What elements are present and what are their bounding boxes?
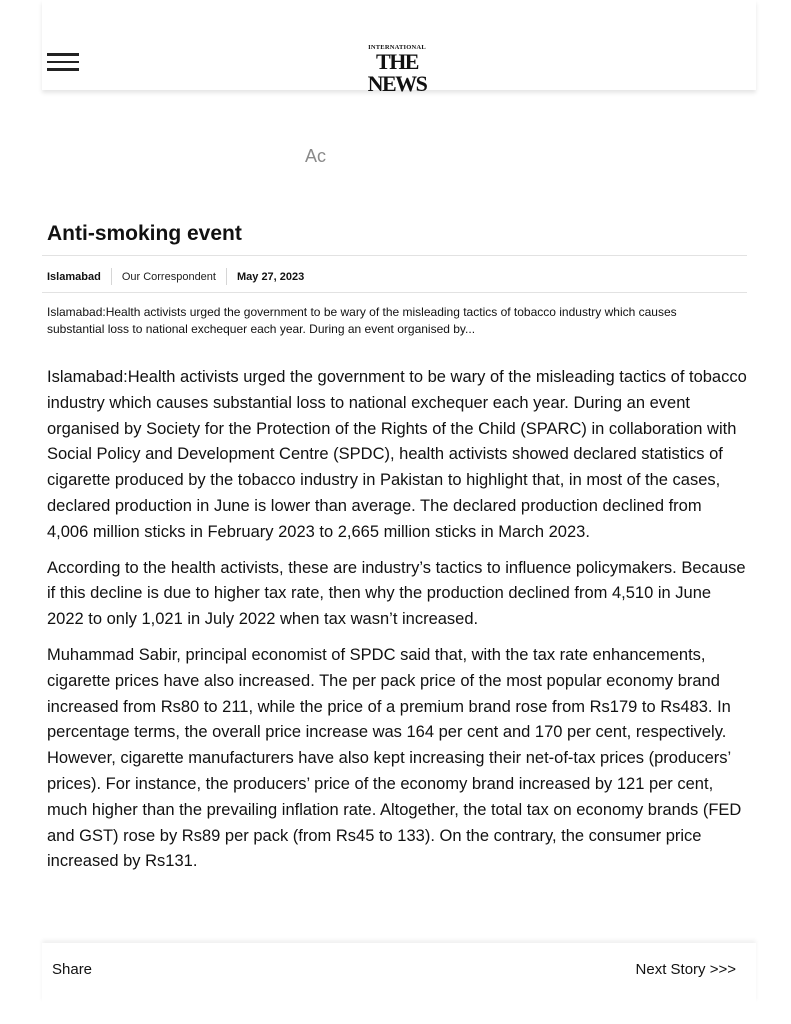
hamburger-menu-icon[interactable] [47, 53, 79, 71]
ad-placeholder: Ac [305, 146, 327, 166]
meta-separator [226, 268, 227, 285]
logo-top-text: INTERNATIONAL [368, 44, 426, 51]
logo-main-text: THE NEWS [367, 49, 427, 96]
article-paragraph: Muhammad Sabir, principal economist of SPDC said that, with the tax rate enhancements, cigarette prices have also increased. The per pack price of the most popular economy brand increased from Rs80 to 211, while the price of a premium brand rose from Rs179 to Rs483. In percentage terms, the overall price increase was 164 per cent and 170 per cent, respectively. However, cigarette manufacturers have also kept increasing their net-of-tax prices (producers’ prices). For instance, the producers’ price of the economy brand increased by 121 per cent, much higher than the prevailing inflation rate. Altogether, the total tax on economy brands (FED and GST) rose by Rs89 per pack (from Rs45 to 133). On the contrary, the consumer price increased by Rs131. [47, 645, 742, 871]
next-story-link[interactable]: Next Story >>> [635, 961, 736, 978]
divider [42, 255, 747, 256]
article-footer [42, 943, 756, 1003]
article-city[interactable]: Islamabad [47, 270, 101, 283]
divider [42, 292, 747, 293]
article-paragraph: According to the health activists, these are industry’s tactics to influence policymakers. Because if this decline is due to higher tax rate, then why the production declined from 4,510 in June 2022 to only 1,021 in July 2022 when tax wasn’t increased. [47, 558, 746, 629]
article-title: Anti-smoking event [47, 222, 242, 245]
site-logo[interactable] [347, 44, 447, 95]
meta-separator [111, 268, 112, 285]
site-header [42, 0, 756, 96]
article-meta [47, 268, 304, 285]
article-summary: Islamabad:Health activists urged the government to be wary of the misleading tactics of tobacco industry which causes substantial loss to national exchequer each year. During an event organised by... [47, 305, 677, 336]
share-button[interactable]: Share [52, 961, 93, 978]
article-body [47, 365, 747, 885]
article-paragraph: Islamabad:Health activists urged the government to be wary of the misleading tactics of tobacco industry which causes substantial loss to national exchequer each year. During an event organised by Society for the Protection of the Rights of the Child (SPARC) in collaboration with Social Policy and Development Centre (SPDC), health activists showed declared statistics of cigarette produced by the tobacco industry in Pakistan to highlight that, in most of the cases, declared production in June is lower than average. The declared production declined from 4,006 million sticks in February 2023 to 2,665 million sticks in March 2023. [47, 368, 747, 541]
article-author[interactable]: Our Correspondent [121, 270, 216, 283]
article-date: May 27, 2023 [236, 270, 305, 283]
